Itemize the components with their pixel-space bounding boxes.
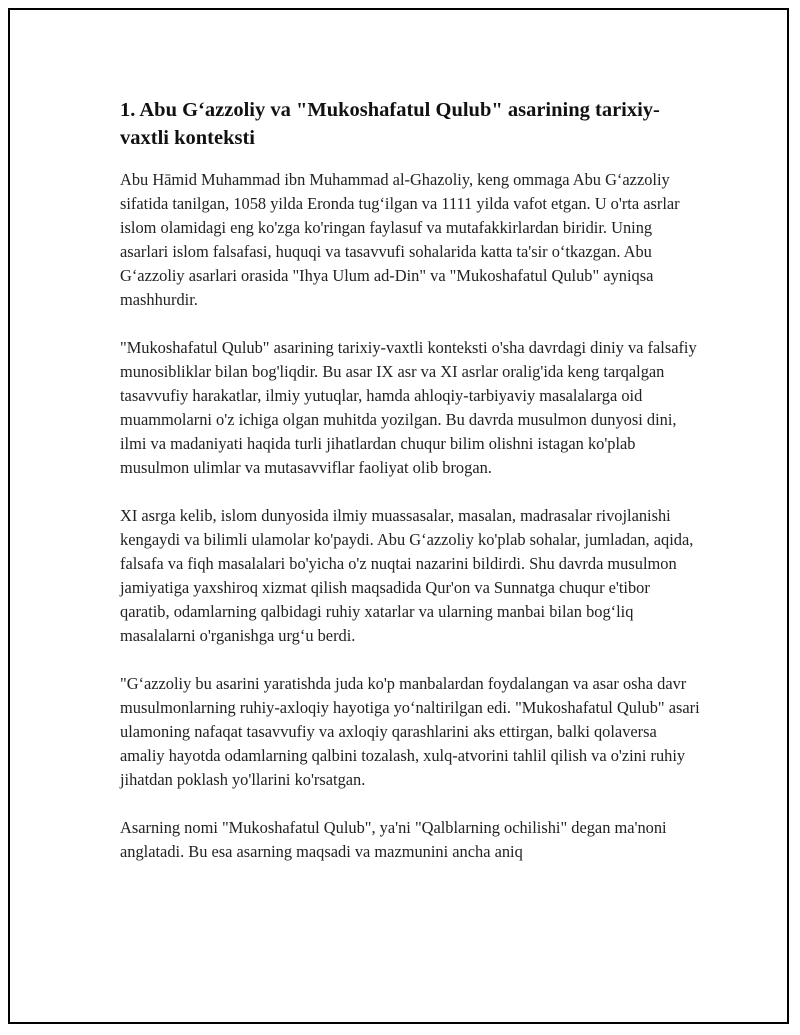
page-frame [8, 8, 789, 1024]
paragraph-5: Asarning nomi "Mukoshafatul Qulub", ya'ni "Qalblarning ochilishi" degan ma'noni anglatadi. Bu esa asarning maqsadi va mazmunini ancha aniq [120, 818, 667, 861]
document-body [120, 96, 700, 888]
paragraph-4: "G‘azzoliy bu asarini yaratishda juda ko'p manbalardan foydalangan va asar osha davr musulmonlarning ruhiy-axloqiy hayotiga yo‘naltirilgan edi. "Mukoshafatul Qulub" asari ulamoning nafaqat tasavvufiy va axloqiy qarashlarini aks ettirgan, balki qolaversa amaliy hayotda odamlarning qalbini tozalash, xulq-atvorini tahlil qilish va o'zini ruhiy jihatdan poklash yo'llarini ko'rsatgan. [120, 674, 700, 789]
paragraph-1: Abu Hāmid Muhammad ibn Muhammad al-Ghazoliy, keng ommaga Abu G‘azzoliy sifatida tanilgan, 1058 yilda Eronda tug‘ilgan va 1111 yilda vafot etgan. U o'rta asrlar islom olamidagi eng ko'zga ko'ringan faylasuf va mutafakkirlardan biridir. Uning asarlari islom falsafasi, huquqi va tasavvufi sohalarida katta ta'sir o‘tkazgan. Abu G‘azzoliy asarlari orasida "Ihya Ulum ad-Din" va "Mukoshafatul Qulub" ayniqsa mashhurdir. [120, 170, 680, 309]
paragraph-2: "Mukoshafatul Qulub" asarining tarixiy-vaxtli konteksti o'sha davrdagi diniy va falsafiy munosibliklar bilan bog'liqdir. Bu asar IX asr va XI asrlar oralig'ida keng tarqalgan tasavvufiy harakatlar, ilmiy yutuqlar, hamda ahloqiy-tarbiyaviy masalalarga oid muammolarni o'z ichiga olgan muhitda yozilgan. Bu davrda musulmon dunyosi dini, ilmi va madaniyati haqida turli jihatlardan chuqur bilim olishni istagan ko'plab musulmon ulimlar va mutasavviflar faoliyat olib brogan. [120, 338, 697, 477]
paragraph-3: XI asrga kelib, islom dunyosida ilmiy muassasalar, masalan, madrasalar rivojlanishi kengaydi va bilimli ulamolar ko'paydi. Abu G‘azzoliy ko'plab sohalar, jumladan, aqida, falsafa va fiqh masalalari bo'yicha o'z nuqtai nazarini bildirdi. Shu davrda musulmon jamiyatiga yaxshiroq xizmat qilish maqsadida Qur'on va Sunnatga chuqur e'tibor qaratib, odamlarning qalbidagi ruhiy xatarlar va ularning manbai bilan bog‘liq masalalarni o'rganishga urg‘u berdi. [120, 506, 694, 645]
section-heading: 1. Abu G‘azzoliy va "Mukoshafatul Qulub" asarining tarixiy-vaxtli konteksti [120, 99, 660, 149]
